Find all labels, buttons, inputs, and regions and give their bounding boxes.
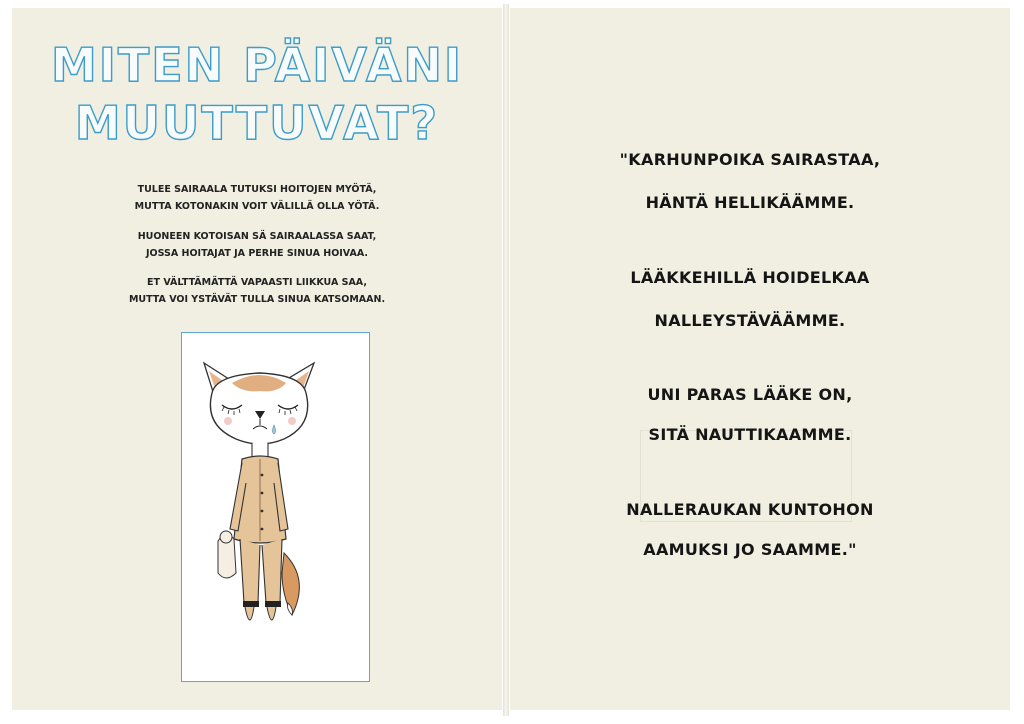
poem-line-5: UNI PARAS LÄÄKE ON, bbox=[647, 385, 853, 404]
verse-1-line-1: TULEE SAIRAALA TUTUKSI HOITOJEN MYÖTÄ, bbox=[137, 184, 377, 195]
verse-2-line-2: JOSSA HOITAJAT JA PERHE SINUA HOIVAA. bbox=[146, 248, 368, 259]
crying-fox-icon bbox=[182, 333, 369, 681]
verse-3-line-1: ET VÄLTTÄMÄTTÄ VAPAASTI LIIKKUA SAA, bbox=[147, 277, 367, 288]
illustration-frame bbox=[181, 332, 370, 682]
poem-line-3: LÄÄKKEHILLÄ HOIDELKAA bbox=[630, 268, 870, 287]
verse-2-line-1: HUONEEN KOTOISAN SÄ SAIRAALASSA SAAT, bbox=[137, 231, 377, 242]
poem-line-6: SITÄ NAUTTIKAAMME. bbox=[648, 425, 852, 444]
poem-line-2: HÄNTÄ HELLIKÄÄMME. bbox=[645, 193, 855, 212]
page-fold bbox=[503, 4, 509, 716]
page-title-line-2: MUUTTUVAT? bbox=[74, 96, 440, 150]
verse-1-line-2: MUTTA KOTONAKIN VOIT VÄLILLÄ OLLA YÖTÄ. bbox=[134, 201, 380, 212]
right-page bbox=[510, 8, 1010, 710]
poem-line-4: NALLEYSTÄVÄÄMME. bbox=[654, 311, 846, 330]
poem-line-1: "KARHUNPOIKA SAIRASTAA, bbox=[619, 150, 881, 169]
poem-line-7: NALLERAUKAN KUNTOHON bbox=[626, 500, 874, 519]
poem-line-8: AAMUKSI JO SAAMME." bbox=[643, 540, 857, 559]
verse-3-line-2: MUTTA VOI YSTÄVÄT TULLA SINUA KATSOMAAN. bbox=[128, 294, 386, 305]
page-title-line-1: MITEN PÄIVÄNI bbox=[50, 38, 464, 92]
